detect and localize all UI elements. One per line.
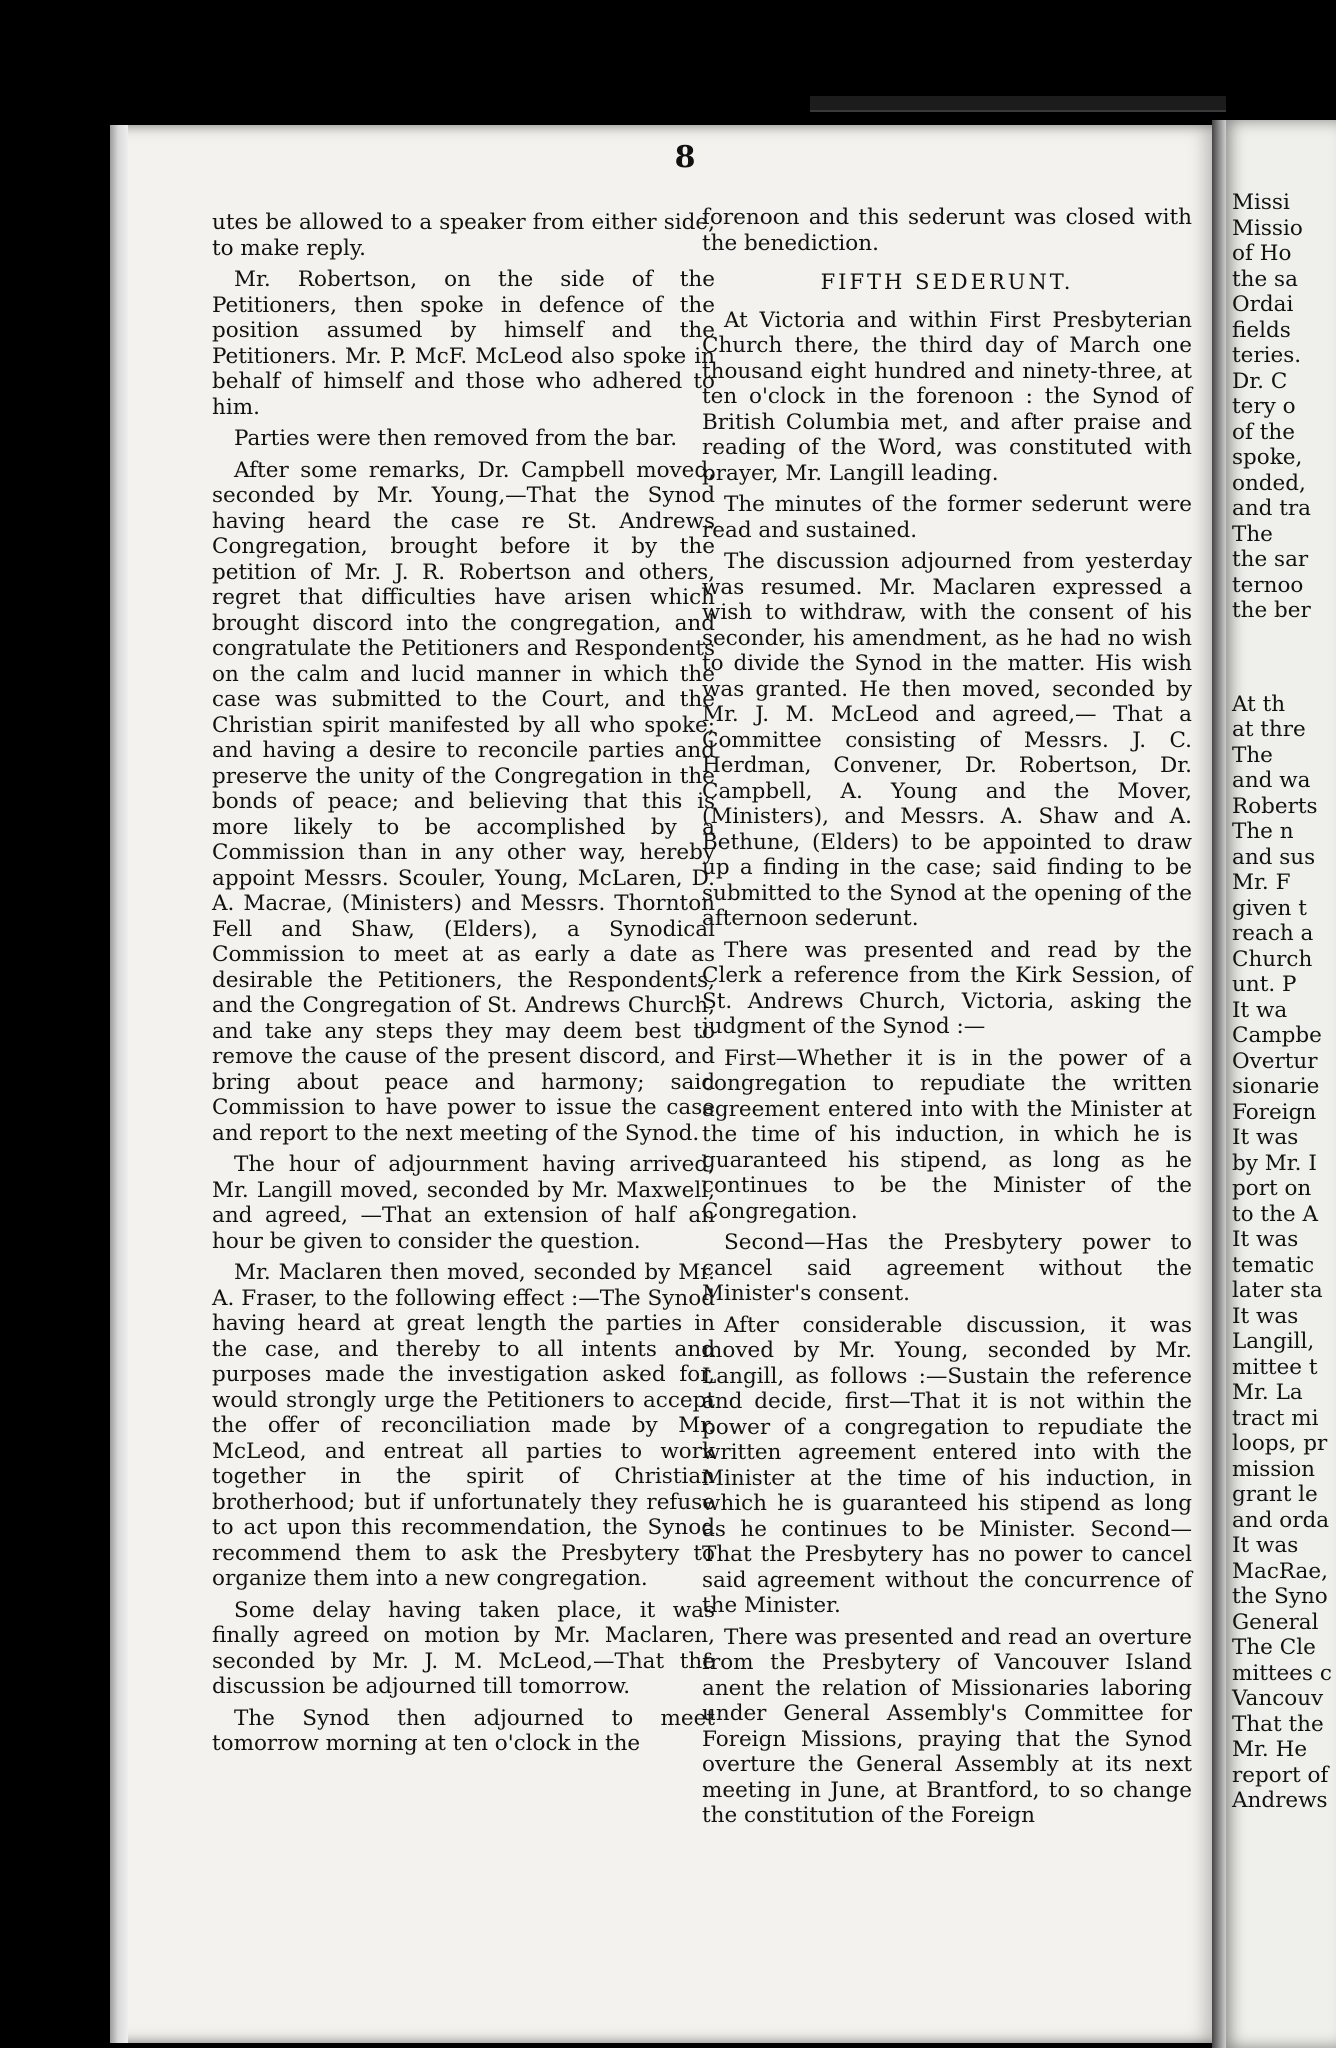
text-fragment: the sar: [1232, 547, 1309, 572]
text-fragment: tery o: [1232, 394, 1296, 419]
paragraph: utes be allowed to a speaker from either side, to make reply.: [212, 210, 715, 261]
paragraph: Second—Has the Presbytery power to cancel said agreement without the Minister's consent.: [702, 1230, 1192, 1306]
text-fragment: Vancouv: [1232, 1686, 1324, 1711]
text-fragment: ternoo: [1232, 572, 1304, 598]
paragraph: forenoon and this sederunt was closed with the benediction.: [702, 205, 1192, 256]
text-fragment: Dr. C: [1232, 368, 1288, 394]
text-fragment: the Syno: [1232, 1584, 1328, 1609]
middle-text-column: [702, 205, 1192, 1835]
text-fragment: and wa: [1232, 768, 1311, 793]
text-fragment: and sus: [1232, 844, 1316, 870]
paragraph: At Victoria and within First Presbyterian Church there, the third day of March one thousand eight hundred and ninety-three, at ten o'clock in the forenoon : the Synod of British Columbia met, and after praise and reading of the Word, was constituted with prayer, Mr. Langill leading.: [702, 307, 1192, 486]
text-fragment: The: [1232, 521, 1273, 547]
text-fragment: of the: [1232, 419, 1295, 445]
text-fragment: and orda: [1232, 1507, 1330, 1533]
text-fragment: of Ho: [1232, 241, 1292, 266]
page-number: 8: [674, 140, 696, 175]
text-fragment: That the: [1232, 1711, 1324, 1737]
text-fragment: It was: [1232, 1533, 1299, 1558]
text-fragment: mittee t: [1232, 1354, 1318, 1380]
paragraph: There was presented and read an overture from the Presbytery of Vancouver Island anent the relation of Missionaries laboring under General Assembly's Committee for Foreign Missions, praying that the Synod overture the General Assembly at its next meeting in June, at Brantford, to so change the constitution of the Foreign: [702, 1624, 1192, 1828]
text-fragment: to the A: [1232, 1201, 1318, 1227]
paragraph: The minutes of the former sederunt were read and sustained.: [702, 492, 1192, 543]
paragraph-gap: [1232, 624, 1336, 692]
text-fragment: tract mi: [1232, 1405, 1319, 1431]
text-fragment: It wa: [1232, 997, 1288, 1023]
text-fragment: Mr. He: [1232, 1737, 1308, 1762]
paragraph: Mr. Maclaren then moved, seconded by Mr. A. Fraser, to the following effect :—The Synod having heard at great length the parties in the case, and thereby to all intents and purposes made the investigation asked for, would strongly urge the Petitioners to accept the offer of reconciliation made by Mr. McLeod, and entreat all parties to work together in the spirit of Christian brotherhood; but if unfortunately they refuse to act upon this recommendation, the Synod recommend them to ask the Presbytery to organize them into a new congregation.: [212, 1260, 715, 1591]
text-fragment: Ordai: [1232, 292, 1294, 317]
text-fragment: Church: [1232, 946, 1313, 972]
text-fragment: Andrews: [1232, 1788, 1328, 1813]
text-fragment: It was: [1232, 1303, 1299, 1329]
text-fragment: It was: [1232, 1125, 1299, 1150]
text-fragment: Langill,: [1232, 1329, 1315, 1354]
text-fragment: report of: [1232, 1762, 1329, 1788]
text-fragment: tematic: [1232, 1252, 1315, 1278]
text-fragment: teries.: [1232, 343, 1302, 368]
text-fragment: The n: [1232, 819, 1294, 844]
text-fragment: mittees c: [1232, 1660, 1332, 1686]
section-heading: FIFTH SEDERUNT.: [820, 270, 1074, 294]
text-fragment: Missio: [1232, 215, 1303, 241]
text-fragment: Overtur: [1232, 1048, 1318, 1074]
text-fragment: later sta: [1232, 1278, 1323, 1303]
right-page-text-fragments: [1232, 190, 1336, 1814]
book-gutter: [1212, 120, 1226, 2048]
text-fragment: Mr. La: [1232, 1380, 1303, 1405]
text-fragment: Foreign: [1232, 1099, 1317, 1125]
text-fragment: given t: [1232, 895, 1307, 921]
paragraph: After some remarks, Dr. Campbell moved, seconded by Mr. Young,—That the Synod having heard the case re St. Andrews Congregation, brought before it by the petition of Mr. J. R. Robertson and others, regret that difficulties have arisen which brought discord into the congregation, and congratulate the Petitioners and Respondents on the calm and lucid manner in which the case was submitted to the Court, and the Christian spirit manifested by all who spoke; and having a desire to reconcile parties and preserve the unity of the Congregation in the bonds of peace; and believing that this is more likely to be accomplished by a Commission than in any other way, hereby appoint Messrs. Scouler, Young, McLaren, D. A. Macrae, (Ministers) and Messrs. Thornton Fell and Shaw, (Elders), a Synodical Commission to meet at as early a date as desirable the Petitioners, the Respondents, and the Congregation of St. Andrews Church, and take any steps they may deem best to remove the cause of the present discord, and bring about peace and harmony; said Commission to have power to issue the case and report to the next meeting of the Synod.: [212, 457, 715, 1146]
text-fragment: onded,: [1232, 470, 1306, 496]
text-fragment: unt. P: [1232, 972, 1297, 997]
text-fragment: The: [1232, 742, 1273, 768]
paragraph: The hour of adjournment having arrived, Mr. Langill moved, seconded by Mr. Maxwell, and agreed, —That an extension of half an hour be given to consider the question.: [212, 1152, 715, 1254]
text-fragment: at thre: [1232, 717, 1306, 742]
text-fragment: the sa: [1232, 266, 1298, 292]
paragraph: Some delay having taken place, it was finally agreed on motion by Mr. Maclaren, seconded by Mr. J. M. McLeod,—That the discussion be adjourned till tomorrow.: [212, 1597, 715, 1699]
paragraph: The discussion adjourned from yesterday was resumed. Mr. Maclaren expressed a wish to withdraw, with the consent of his seconder, his amendment, as he had no wish to divide the Synod in the matter. His wish was granted. He then moved, seconded by Mr. J. M. McLeod and agreed,— That a Committee consisting of Messrs. J. C. Herdman, Convener, Dr. Robertson, Dr. Campbell, A. Young and the Mover, (Ministers), and Messrs. A. Shaw and A. Bethune, (Elders) to be appointed to draw up a finding in the case; said finding to be submitted to the Synod at the opening of the afternoon sederunt.: [702, 549, 1192, 931]
text-fragment: Missi: [1232, 190, 1290, 215]
text-fragment: mission: [1232, 1456, 1315, 1482]
text-fragment: Mr. F: [1232, 870, 1291, 895]
page-left-edge: [110, 125, 128, 2043]
text-fragment: sionarie: [1232, 1074, 1320, 1099]
text-fragment: reach a: [1232, 921, 1314, 946]
text-fragment: by Mr. I: [1232, 1150, 1317, 1176]
text-fragment: The Cle: [1232, 1635, 1316, 1660]
paragraph: Parties were then removed from the bar.: [234, 426, 678, 451]
text-fragment: At th: [1232, 691, 1286, 717]
text-fragment: fields: [1232, 317, 1291, 343]
left-text-column: [212, 210, 715, 1763]
text-fragment: port on: [1232, 1176, 1312, 1201]
text-fragment: Campbe: [1232, 1023, 1322, 1048]
paragraph: First—Whether it is in the power of a congregation to repudiate the written agreement entered into with the Minister at the time of his induction, in which he is guaranteed his stipend, as long as he continues to be the Minister of the Congregation.: [702, 1045, 1192, 1224]
paragraph: Mr. Robertson, on the side of the Petitioners, then spoke in defence of the position assumed by himself and the Petitioners. Mr. P. McF. McLeod also spoke in behalf of himself and those who adhered to him.: [212, 267, 715, 420]
paragraph: There was presented and read by the Clerk a reference from the Kirk Session, of St. Andrews Church, Victoria, asking the judgment of the Synod :—: [702, 937, 1192, 1039]
text-fragment: Roberts: [1232, 793, 1318, 819]
text-fragment: and tra: [1232, 496, 1311, 521]
paragraph: The Synod then adjourned to meet tomorrow morning at ten o'clock in the: [212, 1705, 715, 1756]
page-top-shadow: [810, 96, 1226, 112]
text-fragment: the ber: [1232, 598, 1311, 623]
text-fragment: grant le: [1232, 1482, 1318, 1507]
text-fragment: loops, pr: [1232, 1431, 1328, 1456]
paragraph: After considerable discussion, it was moved by Mr. Young, seconded by Mr. Langill, as follows :—Sustain the reference and decide, first—That it is not within the power of a congregation to repudiate the written agreement entered into with the Minister at the time of his induction, in which he is guaranteed his stipend as long as he continues to be Minister. Second—That the Presbytery has no power to cancel said agreement without the concurrence of the Minister.: [702, 1312, 1192, 1618]
text-fragment: MacRae,: [1232, 1558, 1328, 1584]
text-fragment: General: [1232, 1609, 1319, 1635]
text-fragment: spoke,: [1232, 445, 1303, 470]
text-fragment: It was: [1232, 1227, 1299, 1252]
